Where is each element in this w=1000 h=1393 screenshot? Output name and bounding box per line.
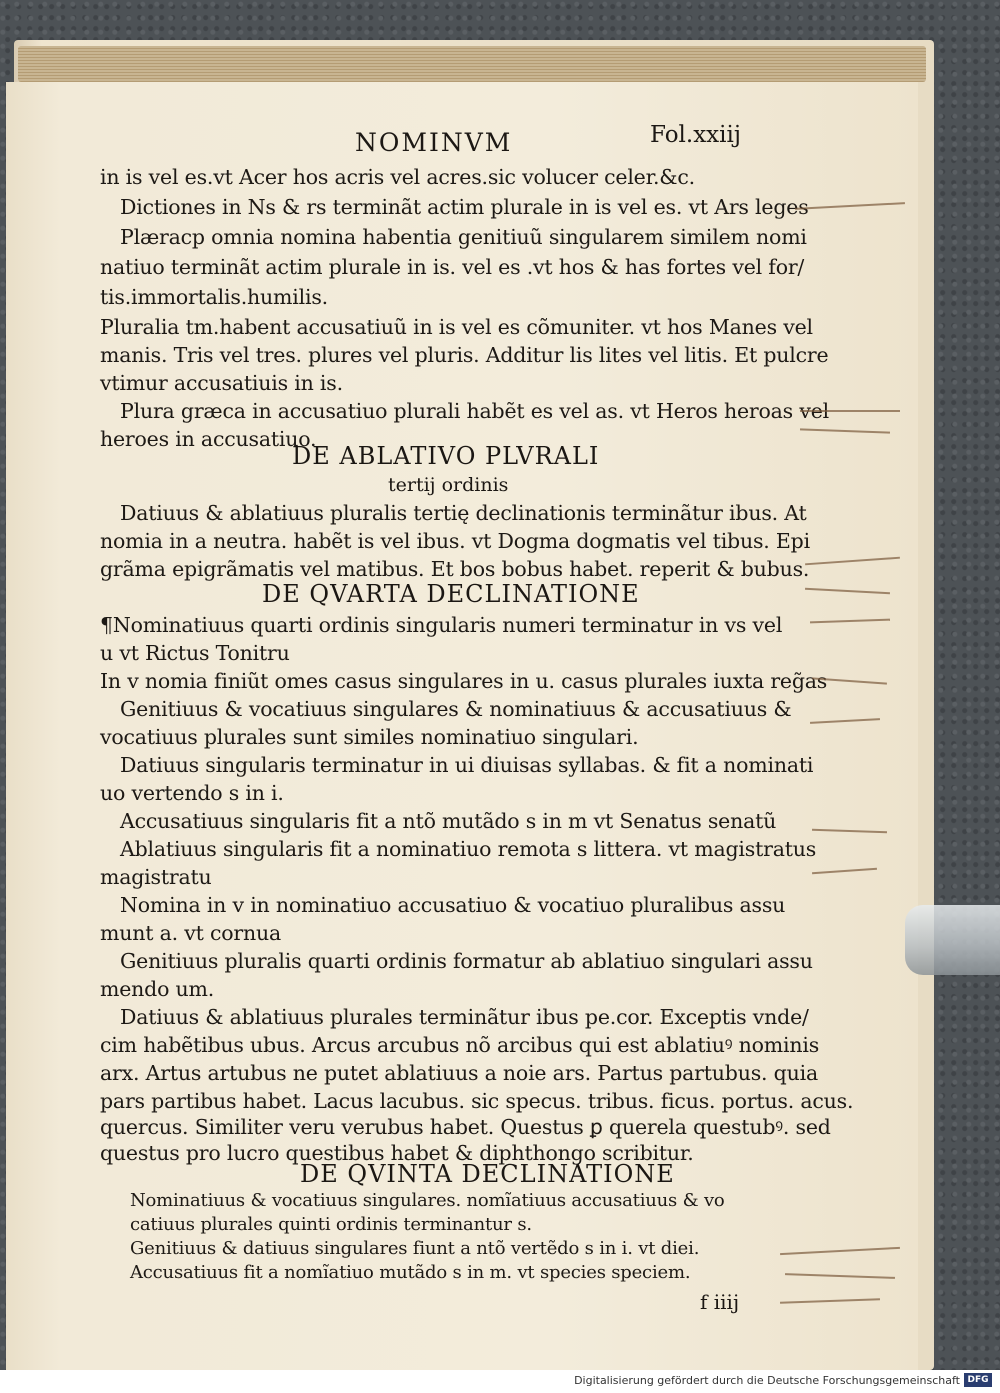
dfg-logo: DFG — [964, 1373, 992, 1387]
marginalia-stroke — [800, 410, 900, 412]
text-line: Accusatiuus singularis fit a ntõ mutãdo s in m vt Senatus senatũ — [120, 809, 777, 833]
text-line: Genitiuus & datiuus singulares fiunt a ntõ vertẽdo s in i. vt diei. — [130, 1238, 700, 1259]
text-line: questus pro lucro questibus habet & diphthongo scribitur. — [100, 1141, 694, 1165]
page-clip — [905, 905, 1000, 975]
text-line: Nominatiuus & vocatiuus singulares. nomĩatiuus accusatiuus & vo — [130, 1190, 725, 1211]
text-line: catiuus plurales quinti ordinis terminantur s. — [130, 1214, 532, 1235]
text-line: Ablatiuus singularis fit a nominatiuo remota s littera. vt magistratus — [120, 837, 817, 861]
text-line: vocatiuus plurales sunt similes nominatiuo singulari. — [100, 725, 639, 749]
text-line: manis. Tris vel tres. plures vel pluris. Additur lis lites vel litis. Et pulcre — [100, 343, 829, 367]
text-line: Dictiones in Ns & rs terminãt actim plurale in is vel es. vt Ars leges — [120, 195, 809, 219]
text-line: Plura græca in accusatiuo plurali habẽt es vel as. vt Heros heroas vel — [120, 399, 829, 423]
footer-credit: Digitalisierung gefördert durch die Deutsche Forschungsgemeinschaft — [574, 1374, 960, 1387]
text-line: arx. Artus artubus ne putet ablatiuus a noie ars. Partus partubus. quia — [100, 1061, 818, 1085]
text-line: Nomina in v in nominatiuo accusatiuo & vocatiuo pluralibus assu — [120, 893, 786, 917]
text-line: Datiuus singularis terminatur in ui diuisas syllabas. & fit a nominati — [120, 753, 814, 777]
text-line: nomia in a neutra. habẽt is vel ibus. vt Dogma dogmatis vel tibus. Epi — [100, 529, 810, 553]
section-subheading: tertij ordinis — [388, 474, 509, 496]
text-line: heroes in accusatiuo. — [100, 427, 317, 451]
text-line: Accusatiuus fit a nomĩatiuo mutãdo s in m. vt species speciem. — [130, 1262, 691, 1283]
text-line: Datiuus & ablatiuus pluralis tertię declinationis terminãtur ibus. At — [120, 501, 807, 525]
text-line: Plæracp omnia nomina habentia genitiuũ singularem similem nomi — [120, 225, 807, 249]
text-line: magistratu — [100, 865, 212, 889]
text-line: quercus. Similiter veru verubus habet. Questus ꝑ querela questubꝰ. sed — [100, 1115, 831, 1139]
text-line: grãma epigrãmatis vel matibus. Et bos bobus habet. reperit & bubus. — [100, 557, 810, 581]
text-line: vtimur accusatiuis in is. — [100, 371, 343, 395]
text-line: tis.immortalis.humilis. — [100, 285, 328, 309]
signature-mark: f iiij — [700, 1290, 740, 1314]
page-top-edges — [18, 46, 926, 82]
text-line: Pluralia tm.habent accusatiuũ in is vel es cõmuniter. vt hos Manes vel — [100, 315, 813, 339]
text-line: pars partibus habet. Lacus lacubus. sic specus. tribus. ficus. portus. acus. — [100, 1089, 854, 1113]
text-line: In v nomia finiũt omes casus singulares in u. casus plurales iuxta reg̃as — [100, 669, 828, 693]
section-heading: DE ABLATIVO PLVRALI — [292, 442, 600, 470]
page-header — [0, 120, 1000, 160]
text-line: u vt Rictus Tonitru — [100, 641, 290, 665]
text-line: cim habẽtibus ubus. Arcus arcubus nõ arcibus qui est ablatiuꝰ nominis — [100, 1033, 820, 1057]
text-line: Datiuus & ablatiuus plurales terminãtur ibus pe.cor. Exceptis vnde/ — [120, 1005, 809, 1029]
text-line: ¶Nominatiuus quarti ordinis singularis numeri terminatur in vs vel — [100, 613, 783, 637]
text-line: uo vertendo s in i. — [100, 781, 284, 805]
folio-number: Fol.xxiij — [650, 122, 742, 148]
text-line: Genitiuus & vocatiuus singulares & nominatiuus & accusatiuus & — [120, 697, 792, 721]
text-line: mendo um. — [100, 977, 215, 1001]
running-head: NOMINVM — [355, 128, 513, 157]
footer-bar — [0, 1370, 1000, 1393]
text-line: Genitiuus pluralis quarti ordinis formatur ab ablatiuo singulari assu — [120, 949, 813, 973]
text-line: natiuo terminãt actim plurale in is. vel es .vt hos & has fortes vel for/ — [100, 255, 805, 279]
text-line: munt a. vt cornua — [100, 921, 282, 945]
section-heading: DE QVARTA DECLINATIONE — [262, 580, 640, 608]
text-line: in is vel es.vt Acer hos acris vel acres.sic volucer celer.&c. — [100, 165, 695, 189]
section-heading: DE QVINTA DECLINATIONE — [300, 1160, 675, 1188]
